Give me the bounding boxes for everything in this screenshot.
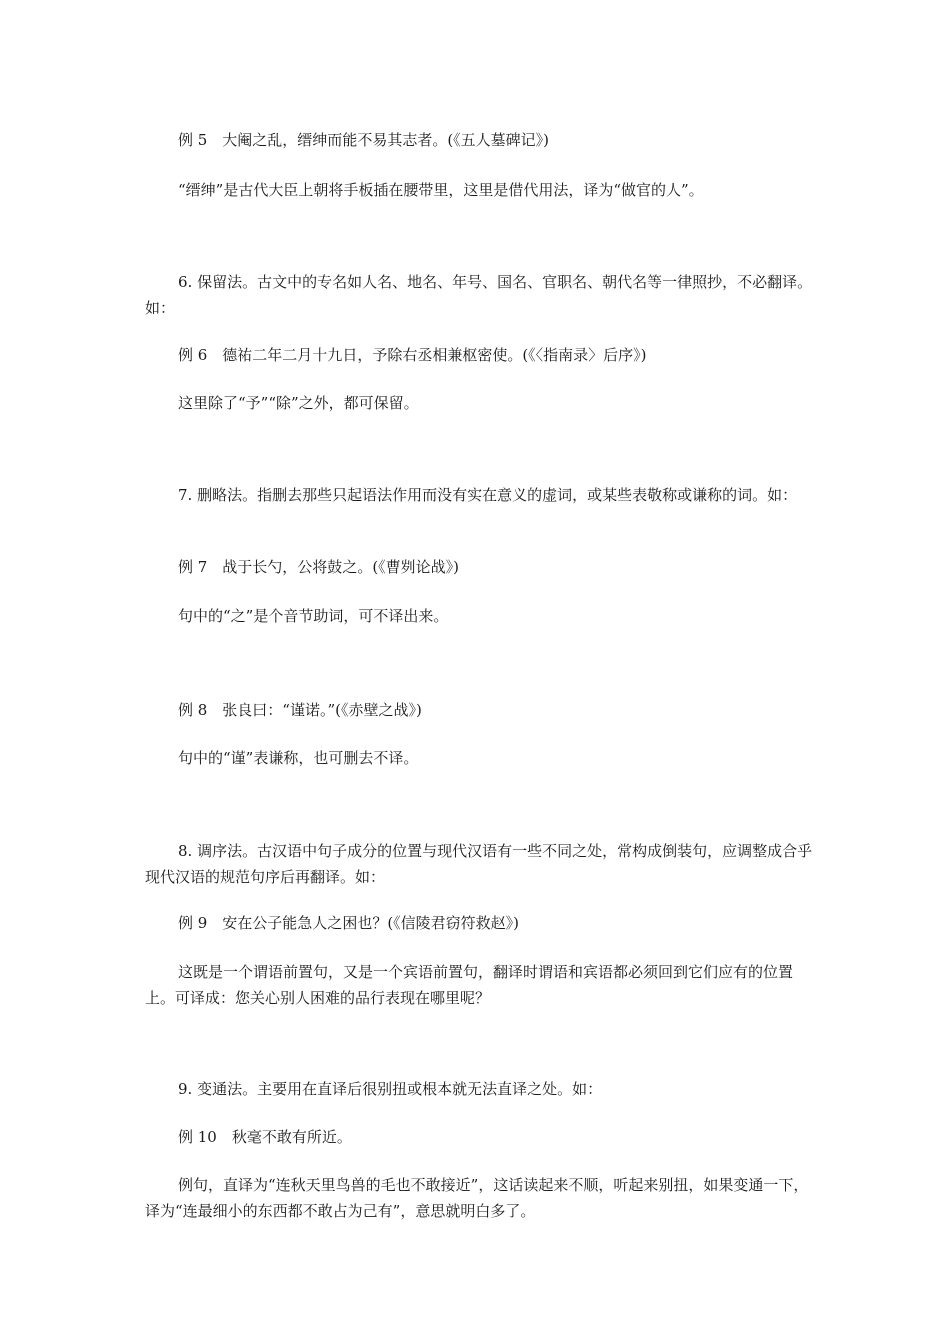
example-5: 例 5 大阉之乱，缙绅而能不易其志者。(《五人墓碑记》) — [178, 131, 550, 149]
method-9-heading: 9. 变通法。主要用在直译后很别扭或根本就无法直译之处。如： — [178, 1080, 603, 1098]
method-7-heading: 7. 删略法。指删去那些只起语法作用而没有实在意义的虚词，或某些表敬称或谦称的词。如： — [178, 486, 798, 504]
example-7-explanation: 句中的“之”是个音节助词，可不译出来。 — [178, 607, 449, 625]
example-6-explanation: 这里除了“予”“除”之外，都可保留。 — [178, 394, 419, 412]
example-6: 例 6 德祐二年二月十九日，予除右丞相兼枢密使。(《〈指南录〉后序》) — [178, 346, 647, 364]
method-6-heading: 6. 保留法。古文中的专名如人名、地名、年号、国名、官职名、朝代名等一律照抄，不必翻译。如： — [145, 273, 813, 317]
example-9-explanation: 这既是一个谓语前置句，又是一个宾语前置句，翻译时谓语和宾语都必须回到它们应有的位置上。可译成：您关心别人困难的品行表现在哪里呢？ — [145, 963, 794, 1007]
example-9: 例 9 安在公子能急人之困也？(《信陵君窃符救赵》) — [178, 914, 520, 932]
example-8-explanation: 句中的“谨”表谦称，也可删去不译。 — [178, 749, 419, 767]
example-8: 例 8 张良曰：“谨诺。”(《赤壁之战》) — [178, 701, 422, 719]
example-10-explanation: 例句，直译为“连秋天里鸟兽的毛也不敢接近”，这话读起来不顺，听起来别扭，如果变通一下，译为“连最细小的东西都不敢占为己有”，意思就明白多了。 — [145, 1176, 809, 1220]
example-7: 例 7 战于长勺，公将鼓之。(《曹刿论战》) — [178, 558, 460, 576]
example-5-explanation: “缙绅”是古代大臣上朝将手板插在腰带里，这里是借代用法，译为“做官的人”。 — [178, 181, 704, 199]
example-10: 例 10 秋毫不敢有所近。 — [178, 1128, 352, 1146]
method-8-heading: 8. 调序法。古汉语中句子成分的位置与现代汉语有一些不同之处，常构成倒装句，应调整成合乎现代汉语的规范句序后再翻译。如： — [145, 842, 813, 886]
